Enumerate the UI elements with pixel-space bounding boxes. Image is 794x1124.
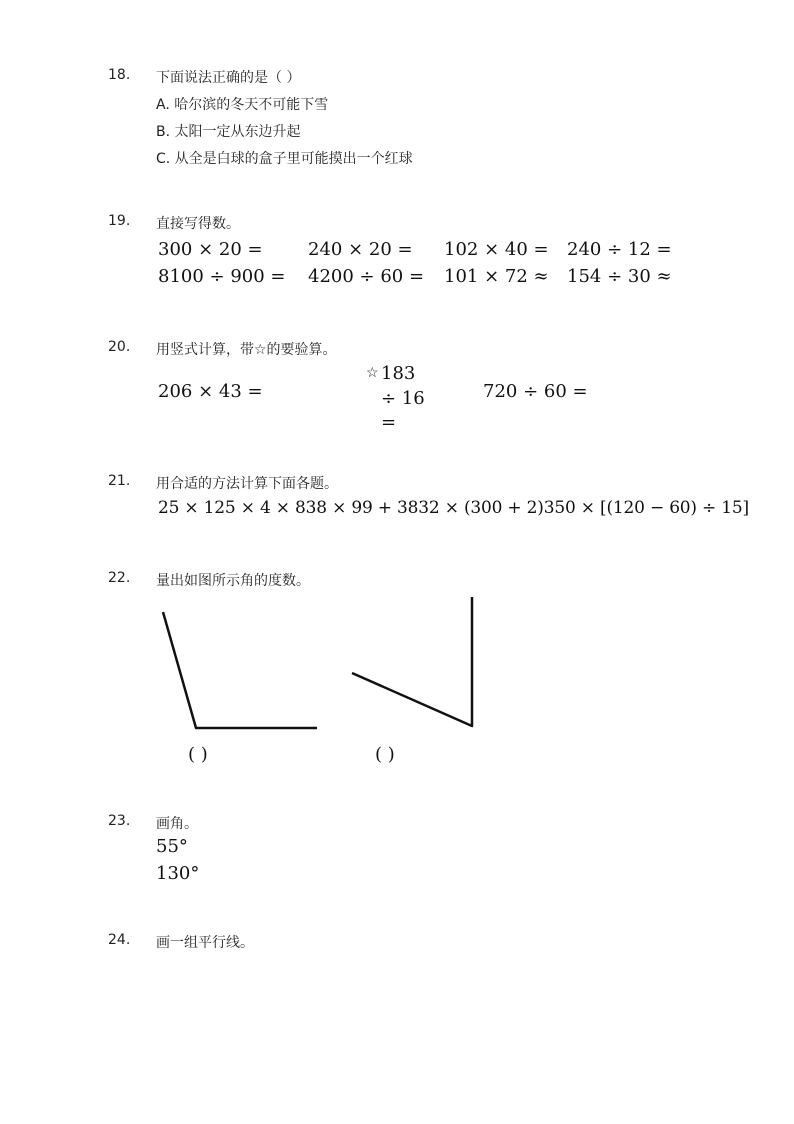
q19-expr-r2c1: 8100 ÷ 900 =: [158, 266, 286, 287]
q22-angle-1: [163, 612, 317, 728]
q18-prompt: 下面说法正确的是（ ）: [156, 70, 301, 86]
q20-expr-2-line2: ÷ 16: [381, 388, 425, 409]
q19-expr-r1c2: 240 × 20 =: [308, 239, 413, 260]
q23-number: 23.: [108, 813, 131, 829]
q18-option-b: B. 太阳一定从东边升起: [156, 124, 301, 140]
q18-number: 18.: [108, 67, 131, 83]
q20-expr-3: 720 ÷ 60 =: [483, 381, 588, 402]
q23-angle-55: 55°: [156, 836, 188, 857]
q19-number: 19.: [108, 213, 131, 229]
q19-expr-r2c3: 101 × 72 ≈: [444, 266, 549, 287]
q22-angle-2: [352, 597, 472, 726]
q19-expr-r1c3: 102 × 40 =: [444, 239, 549, 260]
q23-angle-130: 130°: [156, 863, 200, 884]
q20-number: 20.: [108, 339, 131, 355]
q20-prompt: 用竖式计算，带☆的要验算。: [156, 342, 337, 358]
q18-option-c: C. 从全是白球的盒子里可能摸出一个红球: [156, 151, 413, 167]
q20-star-icon: ☆: [366, 365, 379, 381]
q19-expr-r2c2: 4200 ÷ 60 =: [308, 266, 425, 287]
q19-expr-r1c4: 240 ÷ 12 =: [567, 239, 672, 260]
q22-number: 22.: [108, 570, 131, 586]
q19-prompt: 直接写得数。: [156, 216, 240, 232]
q22-prompt: 量出如图所示角的度数。: [156, 573, 310, 589]
q19-expr-r1c1: 300 × 20 =: [158, 239, 263, 260]
q20-expr-1: 206 × 43 =: [158, 381, 263, 402]
q21-prompt: 用合适的方法计算下面各题。: [156, 476, 338, 492]
q23-prompt: 画角。: [156, 816, 198, 832]
q21-expression: 25 × 125 × 4 × 838 × 99 + 3832 × (300 + 2)350 × [(120 − 60) ÷ 15]: [158, 498, 749, 518]
q22-answer-blank-2: ( ): [375, 744, 395, 765]
q20-expr-2-line1: 183: [381, 363, 416, 384]
q20-expr-2-line3: =: [381, 412, 397, 433]
q24-prompt: 画一组平行线。: [156, 935, 254, 951]
q19-expr-r2c4: 154 ÷ 30 ≈: [567, 266, 672, 287]
q22-answer-blank-1: ( ): [188, 744, 208, 765]
q18-option-a: A. 哈尔滨的冬天不可能下雪: [156, 97, 329, 113]
q24-number: 24.: [108, 932, 131, 948]
q21-number: 21.: [108, 473, 131, 489]
